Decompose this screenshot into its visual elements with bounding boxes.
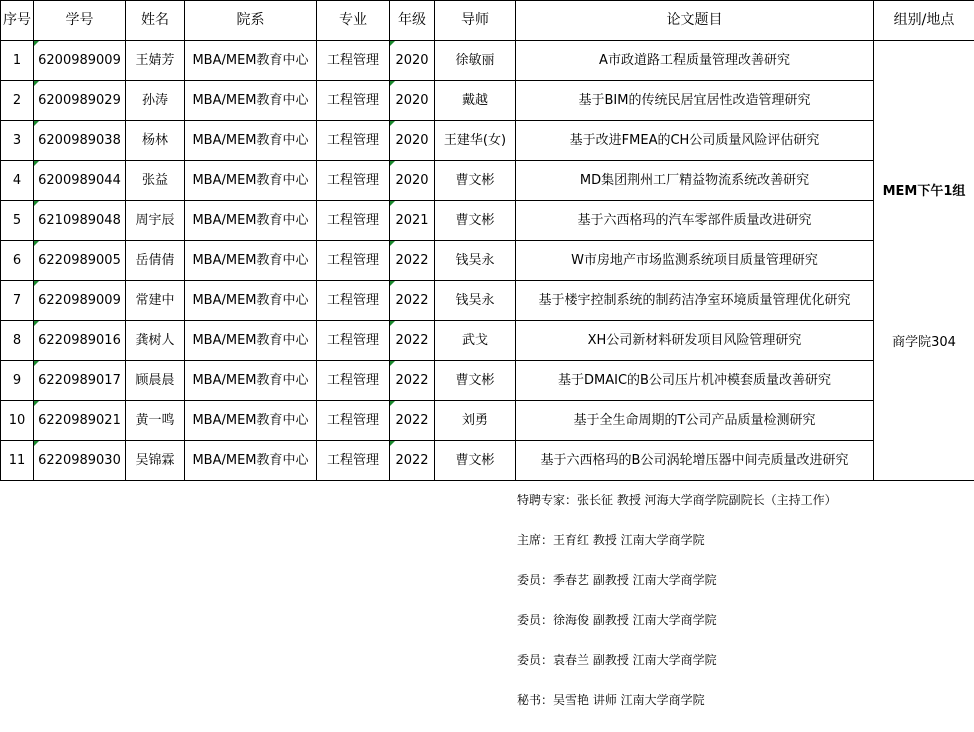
cell-grade: 2020 bbox=[390, 121, 435, 161]
committee-member: 委员：徐海俊 副教授 江南大学商学院 bbox=[517, 612, 837, 652]
cell-thesis: XH公司新材料研发项目风险管理研究 bbox=[516, 321, 874, 361]
cell-grade: 2022 bbox=[390, 241, 435, 281]
cell-seq: 7 bbox=[1, 281, 34, 321]
cell-advisor: 徐敏丽 bbox=[435, 41, 516, 81]
table-row bbox=[1, 121, 974, 161]
cell-thesis: MD集团荆州工厂精益物流系统改善研究 bbox=[516, 161, 874, 201]
cell-major: 工程管理 bbox=[317, 441, 390, 481]
cell-major: 工程管理 bbox=[317, 81, 390, 121]
cell-student-id: 6220989016 bbox=[34, 321, 126, 361]
cell-thesis: 基于改进FMEA的CH公司质量风险评估研究 bbox=[516, 121, 874, 161]
cell-seq: 9 bbox=[1, 361, 34, 401]
group-location: 商学院304 bbox=[874, 335, 974, 350]
cell-thesis: 基于六西格玛的汽车零部件质量改进研究 bbox=[516, 201, 874, 241]
cell-department: MBA/MEM教育中心 bbox=[185, 241, 317, 281]
group-label: MEM下午1组 bbox=[874, 184, 974, 199]
table-row bbox=[1, 401, 974, 441]
cell-student-id: 6220989009 bbox=[34, 281, 126, 321]
header-grade: 年级 bbox=[390, 1, 435, 41]
cell-student-id: 6220989021 bbox=[34, 401, 126, 441]
cell-advisor: 钱吴永 bbox=[435, 241, 516, 281]
table-row bbox=[1, 81, 974, 121]
committee-chair: 主席：王育红 教授 江南大学商学院 bbox=[517, 532, 837, 572]
cell-name: 杨林 bbox=[126, 121, 185, 161]
committee-special-expert: 特聘专家：张长征 教授 河海大学商学院副院长（主持工作） bbox=[517, 492, 837, 532]
cell-student-id: 6200989044 bbox=[34, 161, 126, 201]
cell-student-id: 6220989030 bbox=[34, 441, 126, 481]
header-group: 组别/地点 bbox=[874, 1, 974, 41]
cell-major: 工程管理 bbox=[317, 241, 390, 281]
cell-major: 工程管理 bbox=[317, 281, 390, 321]
cell-name: 黄一鸣 bbox=[126, 401, 185, 441]
cell-seq: 5 bbox=[1, 201, 34, 241]
cell-grade: 2020 bbox=[390, 81, 435, 121]
cell-seq: 6 bbox=[1, 241, 34, 281]
header-name: 姓名 bbox=[126, 1, 185, 41]
cell-advisor: 刘勇 bbox=[435, 401, 516, 441]
cell-grade: 2022 bbox=[390, 281, 435, 321]
cell-name: 顾晨晨 bbox=[126, 361, 185, 401]
cell-seq: 3 bbox=[1, 121, 34, 161]
cell-thesis: 基于BIM的传统民居宜居性改造管理研究 bbox=[516, 81, 874, 121]
cell-grade: 2021 bbox=[390, 201, 435, 241]
cell-grade: 2020 bbox=[390, 161, 435, 201]
header-thesis: 论文题目 bbox=[516, 1, 874, 41]
header-department: 院系 bbox=[185, 1, 317, 41]
cell-thesis: A市政道路工程质量管理改善研究 bbox=[516, 41, 874, 81]
cell-department: MBA/MEM教育中心 bbox=[185, 201, 317, 241]
cell-advisor: 戴越 bbox=[435, 81, 516, 121]
cell-name: 龚树人 bbox=[126, 321, 185, 361]
cell-grade: 2020 bbox=[390, 41, 435, 81]
table-row bbox=[1, 281, 974, 321]
cell-student-id: 6220989005 bbox=[34, 241, 126, 281]
committee-list bbox=[517, 492, 837, 732]
cell-seq: 11 bbox=[1, 441, 34, 481]
cell-major: 工程管理 bbox=[317, 321, 390, 361]
header-advisor: 导师 bbox=[435, 1, 516, 41]
cell-grade: 2022 bbox=[390, 401, 435, 441]
cell-seq: 4 bbox=[1, 161, 34, 201]
cell-thesis: 基于楼宇控制系统的制药洁净室环境质量管理优化研究 bbox=[516, 281, 874, 321]
table-row bbox=[1, 161, 974, 201]
cell-name: 孙涛 bbox=[126, 81, 185, 121]
cell-seq: 2 bbox=[1, 81, 34, 121]
cell-name: 周宇辰 bbox=[126, 201, 185, 241]
cell-department: MBA/MEM教育中心 bbox=[185, 401, 317, 441]
cell-name: 岳倩倩 bbox=[126, 241, 185, 281]
cell-advisor: 曹文彬 bbox=[435, 201, 516, 241]
cell-student-id: 6200989009 bbox=[34, 41, 126, 81]
cell-advisor: 曹文彬 bbox=[435, 441, 516, 481]
cell-advisor: 王建华(女) bbox=[435, 121, 516, 161]
cell-department: MBA/MEM教育中心 bbox=[185, 121, 317, 161]
cell-department: MBA/MEM教育中心 bbox=[185, 81, 317, 121]
cell-department: MBA/MEM教育中心 bbox=[185, 361, 317, 401]
header-seq: 序号 bbox=[1, 1, 34, 41]
cell-department: MBA/MEM教育中心 bbox=[185, 321, 317, 361]
cell-major: 工程管理 bbox=[317, 161, 390, 201]
cell-major: 工程管理 bbox=[317, 201, 390, 241]
cell-thesis: 基于DMAIC的B公司压片机冲模套质量改善研究 bbox=[516, 361, 874, 401]
cell-major: 工程管理 bbox=[317, 121, 390, 161]
cell-name: 吴锦霖 bbox=[126, 441, 185, 481]
table-row bbox=[1, 361, 974, 401]
committee-member: 委员：季春艺 副教授 江南大学商学院 bbox=[517, 572, 837, 612]
cell-student-id: 6200989029 bbox=[34, 81, 126, 121]
cell-seq: 1 bbox=[1, 41, 34, 81]
cell-seq: 10 bbox=[1, 401, 34, 441]
cell-name: 常建中 bbox=[126, 281, 185, 321]
cell-department: MBA/MEM教育中心 bbox=[185, 41, 317, 81]
cell-advisor: 武戈 bbox=[435, 321, 516, 361]
cell-name: 王婧芳 bbox=[126, 41, 185, 81]
cell-advisor: 曹文彬 bbox=[435, 161, 516, 201]
cell-department: MBA/MEM教育中心 bbox=[185, 441, 317, 481]
table-row bbox=[1, 41, 974, 81]
cell-thesis: 基于全生命周期的T公司产品质量检测研究 bbox=[516, 401, 874, 441]
cell-name: 张益 bbox=[126, 161, 185, 201]
cell-major: 工程管理 bbox=[317, 361, 390, 401]
table-row bbox=[1, 241, 974, 281]
cell-grade: 2022 bbox=[390, 441, 435, 481]
cell-seq: 8 bbox=[1, 321, 34, 361]
cell-student-id: 6200989038 bbox=[34, 121, 126, 161]
header-student-id: 学号 bbox=[34, 1, 126, 41]
cell-thesis: W市房地产市场监测系统项目质量管理研究 bbox=[516, 241, 874, 281]
header-major: 专业 bbox=[317, 1, 390, 41]
table-row bbox=[1, 201, 974, 241]
cell-department: MBA/MEM教育中心 bbox=[185, 281, 317, 321]
table-row bbox=[1, 441, 974, 481]
cell-major: 工程管理 bbox=[317, 41, 390, 81]
cell-advisor: 曹文彬 bbox=[435, 361, 516, 401]
committee-member: 委员：袁春兰 副教授 江南大学商学院 bbox=[517, 652, 837, 692]
cell-grade: 2022 bbox=[390, 361, 435, 401]
cell-thesis: 基于六西格玛的B公司涡轮增压器中间壳质量改进研究 bbox=[516, 441, 874, 481]
cell-student-id: 6220989017 bbox=[34, 361, 126, 401]
cell-student-id: 6210989048 bbox=[34, 201, 126, 241]
cell-advisor: 钱吴永 bbox=[435, 281, 516, 321]
group-cell bbox=[874, 41, 974, 481]
cell-major: 工程管理 bbox=[317, 401, 390, 441]
header-row bbox=[1, 1, 974, 41]
committee-secretary: 秘书：吴雪艳 讲师 江南大学商学院 bbox=[517, 692, 837, 732]
cell-grade: 2022 bbox=[390, 321, 435, 361]
cell-department: MBA/MEM教育中心 bbox=[185, 161, 317, 201]
table-row bbox=[1, 321, 974, 361]
